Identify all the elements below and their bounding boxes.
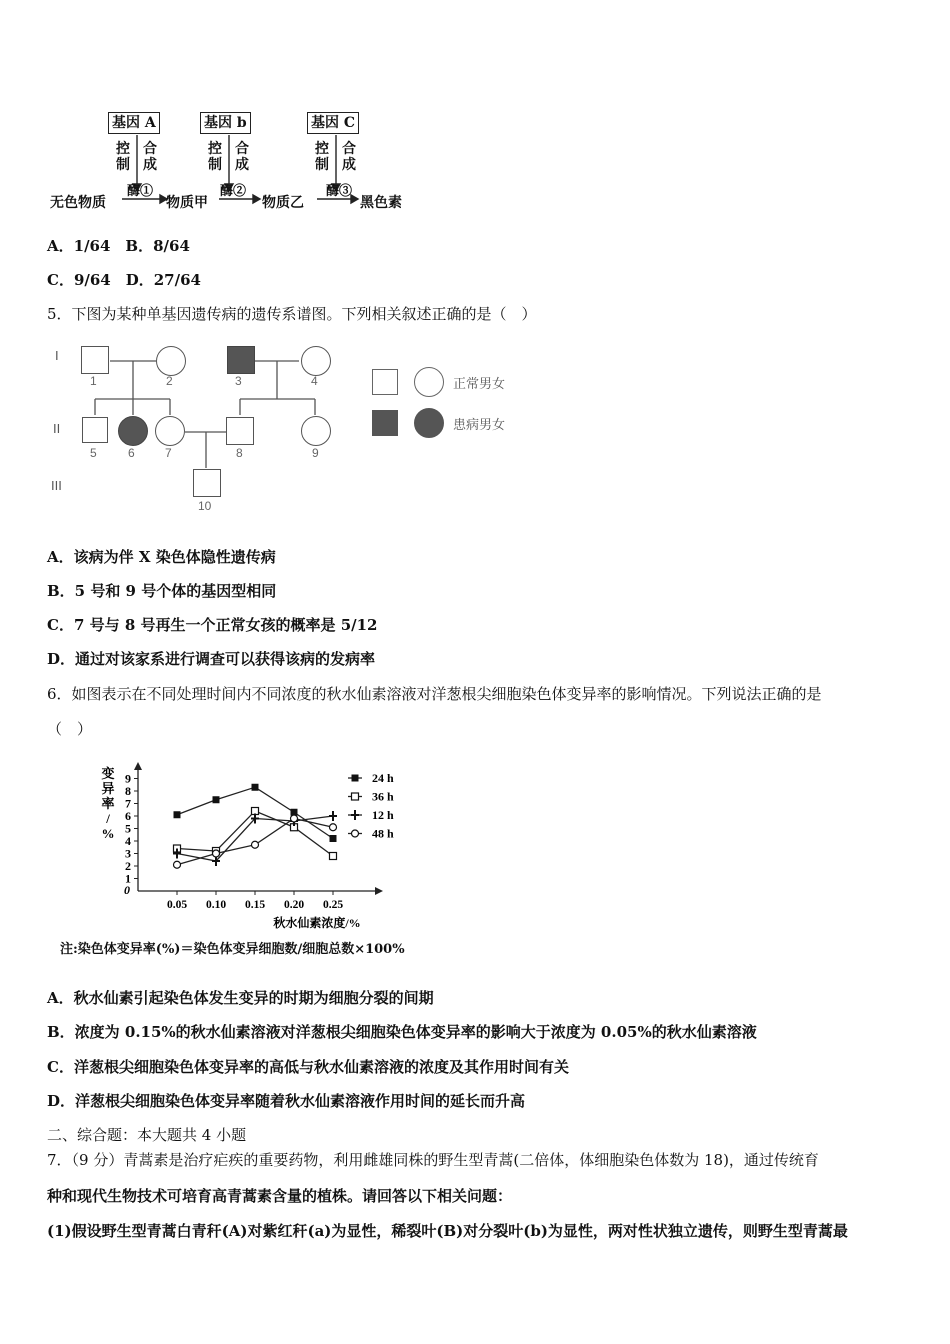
control-char-2: 制 xyxy=(208,157,222,173)
data-point-48h xyxy=(252,841,259,848)
gene-box-b: 基因 b xyxy=(200,112,251,134)
y-tick-label: 9 xyxy=(125,771,131,786)
q7-line-1: 7．（9 分）青蒿素是治疗疟疾的重要药物，利用雌雄同株的野生型青蒿(二倍体，体细胞染色体数为 18)，通过传统育 xyxy=(47,1151,819,1169)
synth-char-1: 合 xyxy=(143,141,157,157)
individual-label-3: 3 xyxy=(235,374,242,388)
legend-normal-label: 正常男女 xyxy=(453,376,506,391)
y-tick-label: 4 xyxy=(125,834,131,848)
x-tick-label: 0.05 xyxy=(166,899,188,911)
generation-label-1: I xyxy=(55,348,59,363)
legend-normal-female-symbol xyxy=(414,367,444,397)
data-point-12h xyxy=(329,811,337,821)
synth-char-1: 合 xyxy=(342,141,356,157)
control-char-1: 控 xyxy=(315,141,329,157)
synth-char-2: 成 xyxy=(342,157,356,173)
legend-marker xyxy=(352,775,359,782)
gene-box-c: 基因 C xyxy=(307,112,359,134)
control-char-2: 制 xyxy=(315,157,329,173)
substance-melanin: 黑色素 xyxy=(360,195,402,211)
x-tick-label: 0.10 xyxy=(205,899,227,911)
individual-label-4: 4 xyxy=(311,374,318,388)
substance-yi: 物质乙 xyxy=(262,195,304,211)
q6-stem: 6．如图表示在不同处理时间内不同浓度的秋水仙素溶液对洋葱根尖细胞染色体变异率的影响情况。下列说法正确的是 xyxy=(47,685,822,703)
control-char-1: 控 xyxy=(116,141,130,157)
legend-marker xyxy=(351,810,359,820)
section-title: 二、综合题：本大题共 4 小题 xyxy=(47,1126,247,1144)
pedigree-individual-4-female-normal xyxy=(301,346,331,376)
generation-label-3: III xyxy=(51,478,62,493)
individual-label-8: 8 xyxy=(236,446,243,460)
synth-char-1: 合 xyxy=(235,141,249,157)
x-axis-title: 秋水仙素浓度/% xyxy=(273,916,361,930)
y-tick-label: 6 xyxy=(125,809,131,823)
pedigree-individual-8-male-normal xyxy=(226,417,254,445)
y-tick-label: 7 xyxy=(125,796,131,811)
y-axis-title-char: 异 xyxy=(101,781,115,796)
legend-label: 48 h xyxy=(372,826,394,841)
legend-marker xyxy=(352,830,359,837)
individual-label-5: 5 xyxy=(90,446,97,460)
data-point-48h xyxy=(291,815,298,822)
y-axis-title-char: / xyxy=(106,811,110,826)
y-tick-label: 5 xyxy=(125,821,131,836)
pedigree-individual-3-male-affected xyxy=(227,346,255,374)
enzyme-2: 酶② xyxy=(220,184,247,199)
pedigree-individual-1-male-normal xyxy=(81,346,109,374)
x-tick-label: 0.15 xyxy=(244,899,266,911)
enzyme-1: 酶① xyxy=(127,184,154,199)
legend-normal-male-symbol xyxy=(372,369,398,395)
data-point-36h xyxy=(330,853,337,860)
legend-label: 36 h xyxy=(372,789,394,804)
data-point-24h xyxy=(252,784,259,791)
data-point-48h xyxy=(174,861,181,868)
q6-stem-paren: （ ） xyxy=(47,720,93,738)
synth-char-2: 成 xyxy=(235,157,249,173)
y-axis-title-char: 率 xyxy=(101,796,115,811)
data-point-48h xyxy=(213,850,220,857)
y-tick-label: 1 xyxy=(125,871,131,886)
data-point-24h xyxy=(174,811,181,818)
gene-box-a: 基因 A xyxy=(108,112,160,134)
q7-line-3: (1)假设野生型青蒿白青秆(A)对紫红秆(a)为显性，稀裂叶(B)对分裂叶(b)为显性，两对性状独立遗传，则野生型青蒿最 xyxy=(47,1222,848,1240)
origin-label: 0 xyxy=(124,883,130,897)
q4-options-ab: A．1/64 B．8/64 xyxy=(47,237,190,255)
pedigree-individual-2-female-normal xyxy=(156,346,186,376)
x-tick-label: 0.25 xyxy=(322,899,344,911)
x-tick-label: 0.20 xyxy=(283,899,305,911)
data-point-36h xyxy=(252,808,259,815)
q5-option-c: C．7 号与 8 号再生一个正常女孩的概率是 5/12 xyxy=(47,616,378,634)
q7-line-2: 种和现代生物技术可培育高青蒿素含量的植株。请回答以下相关问题： xyxy=(47,1187,513,1205)
chart-note: 注:染色体变异率(%)＝染色体变异细胞数/细胞总数×100% xyxy=(60,942,405,957)
y-tick-label: 3 xyxy=(125,846,131,861)
y-axis-title-char: % xyxy=(101,826,115,841)
q6-option-c: C．洋葱根尖细胞染色体变异率的高低与秋水仙素溶液的浓度及其作用时间有关 xyxy=(47,1058,569,1076)
legend-marker xyxy=(352,793,359,800)
pedigree-individual-7-female-normal xyxy=(155,416,185,446)
generation-label-2: II xyxy=(53,421,61,436)
data-point-24h xyxy=(213,796,220,803)
variation-rate-chart xyxy=(90,760,430,935)
control-char-2: 制 xyxy=(116,157,130,173)
individual-label-1: 1 xyxy=(90,374,97,388)
q4-options-cd: C．9/64 D．27/64 xyxy=(47,271,201,289)
individual-label-6: 6 xyxy=(128,446,135,460)
pedigree-individual-9-female-normal xyxy=(301,416,331,446)
individual-label-2: 2 xyxy=(166,374,173,388)
data-point-24h xyxy=(330,835,337,842)
individual-label-9: 9 xyxy=(312,446,319,460)
legend-affected-female-symbol xyxy=(414,408,444,438)
y-axis-title-char: 变 xyxy=(101,766,115,781)
legend-label: 12 h xyxy=(372,808,394,822)
substance-colorless: 无色物质 xyxy=(50,195,106,211)
pedigree-individual-5-male-normal xyxy=(82,417,108,443)
q5-option-a: A．该病为伴 X 染色体隐性遗传病 xyxy=(47,548,276,566)
individual-label-7: 7 xyxy=(165,446,172,460)
x-axis-arrow xyxy=(375,887,383,895)
y-tick-label: 2 xyxy=(125,859,131,873)
enzyme-3: 酶③ xyxy=(326,184,353,199)
synth-char-2: 成 xyxy=(143,157,157,173)
legend-label: 24 h xyxy=(372,771,394,785)
pedigree-individual-6-female-affected xyxy=(118,416,148,446)
y-axis-arrow xyxy=(134,762,142,770)
pedigree-individual-10-male-normal xyxy=(193,469,221,497)
q6-option-a: A．秋水仙素引起染色体发生变异的时期为细胞分裂的间期 xyxy=(47,989,434,1007)
q5-option-d: D．通过对该家系进行调查可以获得该病的发病率 xyxy=(47,650,376,668)
q6-option-b: B．浓度为 0.15%的秋水仙素溶液对洋葱根尖细胞染色体变异率的影响大于浓度为 0.05%的秋水仙素溶液 xyxy=(47,1023,757,1041)
substance-jia: 物质甲 xyxy=(166,195,208,211)
q5-option-b: B．5 号和 9 号个体的基因型相同 xyxy=(47,582,277,600)
q5-stem: 5．下图为某种单基因遗传病的遗传系谱图。下列相关叙述正确的是（ ） xyxy=(47,305,537,323)
legend-affected-male-symbol xyxy=(372,410,398,436)
y-tick-label: 8 xyxy=(125,784,131,798)
data-point-48h xyxy=(330,824,337,831)
legend-affected-label: 患病男女 xyxy=(453,417,506,432)
individual-label-10: 10 xyxy=(198,499,212,513)
control-char-1: 控 xyxy=(208,141,222,157)
q6-option-d: D．洋葱根尖细胞染色体变异率随着秋水仙素溶液作用时间的延长而升高 xyxy=(47,1092,526,1110)
